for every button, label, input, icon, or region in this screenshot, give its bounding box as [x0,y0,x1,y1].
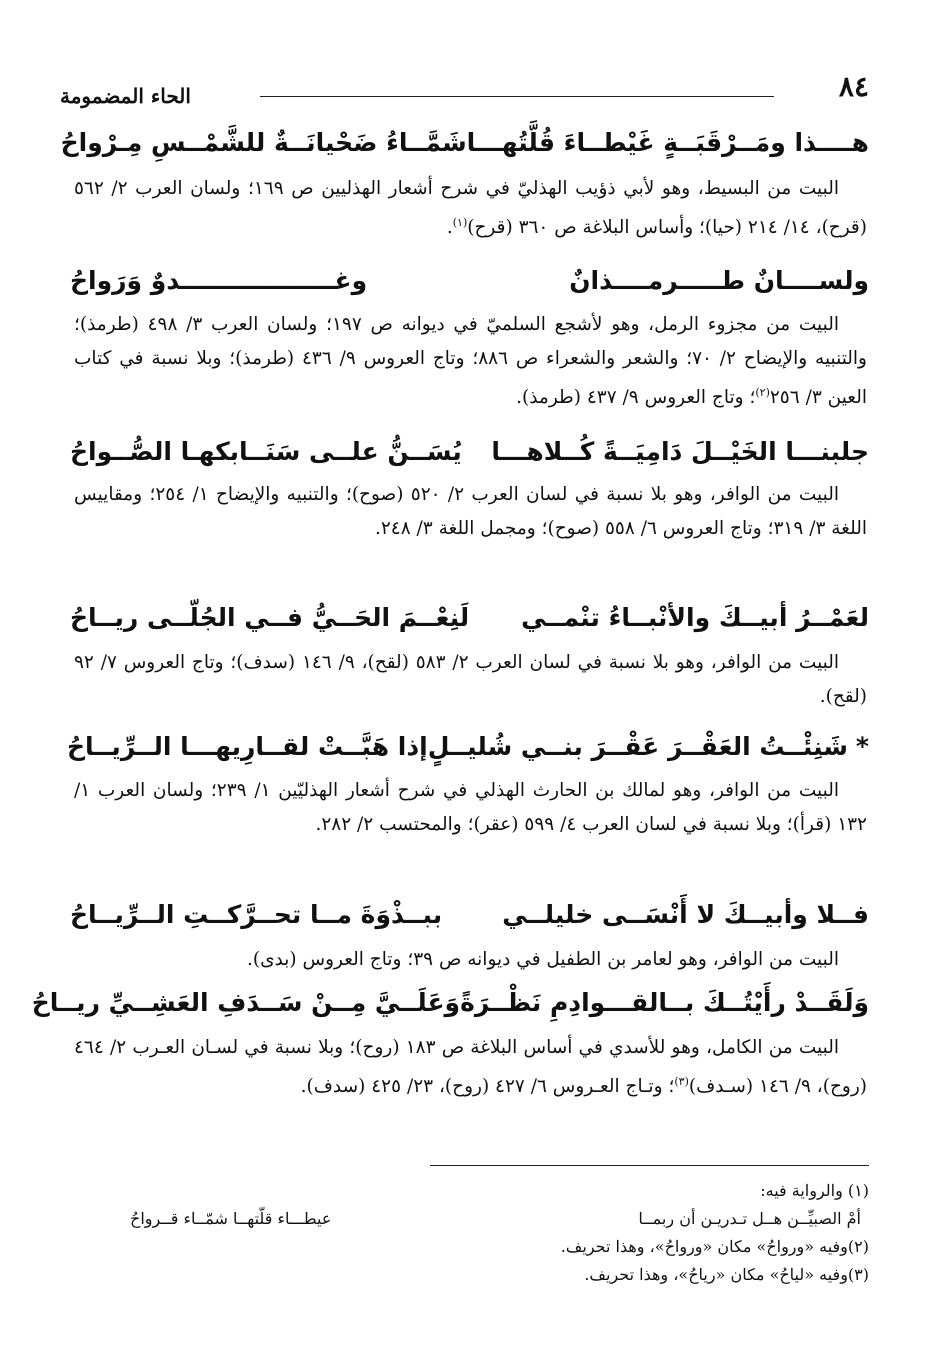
footnote-verse-first-hemistich: أمْ الصبيِّــن هــل تـدريـن أن ربمــا [638,1209,861,1228]
commentary-text: البيت من الوافر، وهو لعامر بن الطفيل في ديوانه ص ٣٩؛ وتاج العروس (بدى). [246,949,839,970]
commentary [74,1031,867,1104]
commentary-tail: ؛ وتاج العروس ٩/ ٤٣٧ (طرمذ). [516,387,756,409]
verse-first-hemistich: وَلَقَــدْ رأَيْتُــكَ بــالقـــوادِمِ نَظْــرَةً [460,988,869,1017]
page-number: ٨٤ [838,70,869,103]
verse-first-hemistich: فــلا وأبيــكَ لا أَنْسَــى خليلــي [502,900,869,929]
verse-second-hemistich: إذا هَبَّــتْ لقــارِيهـــا الــرِّيــاحُ [66,732,428,761]
verse-second-hemistich: وَعَلَــيَّ مِــنْ سَــدَفِ العَشِــيِّ ريــاحُ [31,988,461,1017]
running-title: الحاء المضمومة [60,84,191,108]
commentary-text: البيت من الوافر، وهو بلا نسبة في لسان العرب ٢/ ٥٨٣ (لقح)، ٩/ ١٤٦ (سدف)؛ وتاج العروس ٧/ ٩٢ (لقح). [74,652,867,707]
verse-first-hemistich: ولســــانٌ طـــــرمــــذانٌ [569,266,869,295]
verse-line [66,732,869,761]
footnotes [70,1177,869,1289]
star-marker: * [855,732,869,761]
verse-second-hemistich: ببــذْوَةَ مــا تحــرَّكــتِ الــرِّيــاحُ [70,900,443,929]
verse-first-hemistich: جلبنـــا الخَيْــلَ دَامِيَــةً كُــلاهـــا [491,437,869,466]
commentary [74,646,867,714]
commentary-text: البيت من البسيط، وهو لأبي ذؤيب الهذليّ في شرح أشعار الهذليين ص ١٦٩؛ ولسان العرب ٢/ ٥٦٢ (قرح)، ١٤/ ٢١٤ (حيا)؛ وأساس البلاغة ص ٣٦٠ (قرح) [74,178,867,239]
commentary: البيت من البسيط، وهو لأبي ذؤيب الهذليّ في شرح أشعار الهذليين ص ١٦٩؛ ولسان العرب ٢/ ٥٦٢ (قرح)، ١٤/ ٢١٤ (حيا)؛ وأساس البلاغة ص ٣٦٠ (قرح)$^{(١)}$. [74,178,867,239]
commentary [74,943,867,977]
verse-first-hemistich: هــــذا ومَــرْقَبَــةٍ غَيْطــاءَ قُلَّتُهـــا [466,128,869,157]
verse-second-hemistich: لَنِعْــمَ الحَــيُّ فــي الجُلّــى ريــاحُ [70,603,470,632]
verse-first-hemistich [428,732,869,761]
verse-line [70,437,869,466]
verse-line [60,128,869,157]
commentary-tail: ؛ وتـاج العـروس ٦/ ٤٢٧ (روح)، ٢٣/ ٤٢٥ (سدف). [300,1076,675,1098]
verse-second-hemistich: يُسَــنُّ علــى سَنَــابكهـا الصُّــواحُ [70,437,462,466]
commentary-text: البيت من الكامل، وهو للأسدي في أساس البلاغة ص ١٨٣ (روح)؛ وبلا نسبة في لسـان العـرب ٢/ ٤٦٤ (روح)، ٩/ ١٤٦ (سـدف) [74,1037,867,1098]
footnote-ref: (١) [452,216,468,229]
commentary-text: البيت من مجزوء الرمل، وهو لأشجع السلميّ في ديوانه ص ١٩٧؛ ولسان العرب ٣/ ٤٩٨ (طرمذ)؛ والتنبيه والإيضاح ٢/ ٧٠؛ والشعر والشعراء ص ٨٨٦؛ وتاج العروس ٩/ ٤٣٦ (طرمذ)؛ وبلا نسبة في كتاب العين ٣/ ٢٥٦ [74,314,867,409]
footnote-2: (٢)وفيه «ورواحُ» مكان «ورواحُ»، وهذا تحريف. [560,1237,869,1256]
verse-line [70,266,869,295]
commentary [74,774,867,842]
footnote-1-verse [70,1205,869,1233]
verse-first-hemistich-text: شَنِئْــتُ العَقْــرَ عَقْــرَ بنــي شُليــلٍ [427,732,848,761]
verse-line [70,603,869,632]
commentary [74,478,867,546]
footnote-rule [430,1165,869,1166]
footnote-ref: (٢) [755,386,770,399]
commentary [74,308,867,415]
verse-second-hemistich: شَمَّــاءُ ضَحْيانَــةٌ للشَّمْــسِ مِـرْواحُ [60,128,467,157]
commentary-text: البيت من الوافر، وهو بلا نسبة في لسان العرب ٢/ ٥٢٠ (صوح)؛ والتنبيه والإيضاح ١/ ٢٥٤؛ ومقاييس اللغة ٣/ ٣١٩؛ وتاج العروس ٦/ ٥٥٨ (صوح)؛ ومجمل اللغة ٣/ ٢٤٨. [74,484,867,539]
verse-line [70,900,869,929]
verse-line [31,988,869,1017]
footnote-1-intro: (١) والرواية فيه: [760,1181,869,1200]
header-rule [260,96,774,97]
verse-second-hemistich: وغــــــــــــــــــدوٌ وَرَواحُ [70,266,368,295]
verse-first-hemistich: لعَمْــرُ أبيــكَ والأنْبــاءُ تنْمــي [521,603,869,632]
footnote-3: (٣)وفيه «لياحُ» مكان «رياحُ»، وهذا تحريف. [584,1265,869,1284]
commentary-text: البيت من الوافر، وهو لمالك بن الحارث الهذلي في شرح أشعار الهذليّين ١/ ٢٣٩؛ ولسان العرب ١/ ١٣٢ (قرأ)؛ وبلا نسبة في لسان العرب ٤/ ٥٩٩ (عقر)؛ والمحتسب ٢/ ٢٨٢. [74,780,867,835]
footnote-verse-second-hemistich: عيطـــاء قلّتهــا شمّــاء قــرواحُ [130,1209,332,1228]
footnote-ref: (٣) [674,1075,689,1088]
page-header [60,70,869,110]
